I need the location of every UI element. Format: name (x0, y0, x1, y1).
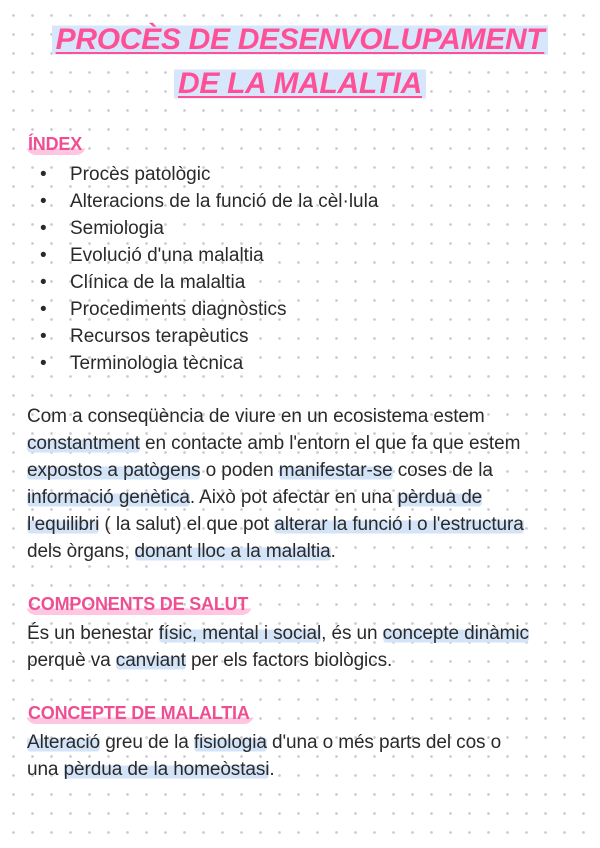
list-item: • Clínica de la malaltia (40, 269, 378, 296)
body-text: en contacte amb l'entorn el que fa que estem (139, 433, 521, 454)
body-text: . (269, 759, 275, 780)
highlighted-text: informació genètica (27, 487, 190, 508)
body-text: per els factors biològics. (185, 650, 393, 671)
components-heading: COMPONENTS DE SALUT (26, 594, 252, 615)
body-text: coses de la (392, 460, 493, 481)
highlighted-text: físic, mental i social (158, 623, 322, 644)
body-text: , és un (321, 623, 383, 644)
list-item: • Recursos terapèutics (40, 323, 378, 350)
highlighted-text: canviant (115, 650, 186, 671)
list-item: • Procediments diagnòstics (40, 296, 378, 323)
components-paragraph (27, 620, 582, 674)
title-line-2: DE LA MALALTIA (174, 67, 426, 100)
list-item: • Evolució d'una malaltia (40, 242, 378, 269)
text-line (27, 511, 582, 538)
body-text: . (330, 541, 336, 562)
concepte-paragraph (27, 729, 582, 783)
title-line-1: PROCÈS DE DESENVOLUPAMENT (52, 23, 549, 56)
highlighted-text: Alteració (27, 732, 101, 753)
body-text: greu de la (100, 732, 194, 753)
index-heading: ÍNDEX (26, 134, 86, 155)
highlighted-text: manifestar-se (278, 460, 393, 481)
text-line (27, 430, 582, 457)
list-item: • Alteracions de la funció de la cèl·lula (40, 188, 378, 215)
text-line (27, 403, 582, 430)
body-text: una (27, 759, 64, 780)
body-text: d'una o més parts del cos o (266, 732, 502, 753)
highlighted-text: constantment (27, 433, 140, 454)
body-text: Com a conseqüència de viure en un ecosistema estem (27, 406, 485, 427)
text-line (27, 620, 582, 647)
text-line (27, 457, 582, 484)
text-line (27, 729, 582, 756)
page-title (0, 18, 600, 106)
text-line (27, 756, 582, 783)
body-text: perquè va (27, 650, 116, 671)
body-text: o poden (200, 460, 279, 481)
highlighted-text: pèrdua de (397, 487, 483, 508)
body-text: És un benestar (27, 623, 159, 644)
highlighted-text: l'equilibri (27, 514, 100, 535)
list-item: • Procès patològic (40, 161, 378, 188)
highlighted-text: fisiologia (193, 732, 267, 753)
body-text: . Això pot afectar en una (189, 487, 398, 508)
highlighted-text: donant lloc a la malaltia (134, 541, 331, 562)
highlighted-text: alterar la funció i o l'estructura (274, 514, 524, 535)
highlighted-text: concepte dinàmic (382, 623, 529, 644)
body-text: ( la salut) el que pot (99, 514, 275, 535)
concepte-heading: CONCEPTE DE MALALTIA (26, 703, 254, 724)
list-item: • Semiologia (40, 215, 378, 242)
text-line (27, 484, 582, 511)
body-text: dels òrgans, (27, 541, 135, 562)
highlighted-text: pèrdua de la homeòstasi (63, 759, 270, 780)
intro-paragraph (27, 403, 582, 565)
index-list (40, 161, 378, 377)
text-line (27, 538, 582, 565)
text-line (27, 647, 582, 674)
highlighted-text: expostos a patògens (27, 460, 201, 481)
list-item: • Terminologia tècnica (40, 350, 378, 377)
